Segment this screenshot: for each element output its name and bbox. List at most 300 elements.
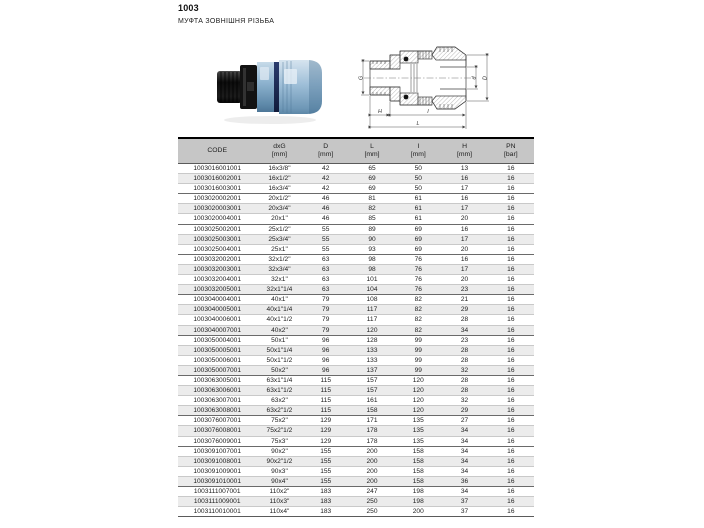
cell-value: 50 [395, 164, 441, 174]
cell-value: 16 [488, 295, 534, 305]
cell-value: 16x1/2" [256, 174, 302, 184]
cell-value: 50 [395, 184, 441, 194]
cell-code: 1003032002001 [178, 254, 256, 264]
cell-value: 129 [303, 436, 349, 446]
column-header-h [441, 138, 487, 164]
cell-code: 1003050006001 [178, 355, 256, 365]
cell-value: 69 [349, 184, 395, 194]
cell-value: 46 [303, 214, 349, 224]
cell-value: 42 [303, 164, 349, 174]
cell-value: 21 [441, 295, 487, 305]
cell-value: 16 [488, 365, 534, 375]
cell-value: 34 [441, 466, 487, 476]
table-row [178, 396, 534, 406]
cell-value: 158 [395, 466, 441, 476]
cell-value: 93 [349, 244, 395, 254]
cell-value: 16 [488, 426, 534, 436]
cell-value: 42 [303, 184, 349, 194]
cell-value: 79 [303, 325, 349, 335]
cell-value: 63x1"1/2 [256, 386, 302, 396]
cell-value: 17 [441, 234, 487, 244]
cell-value: 50x1"1/2 [256, 355, 302, 365]
cell-value: 17 [441, 204, 487, 214]
cell-value: 75x3" [256, 436, 302, 446]
header-row [178, 138, 534, 164]
cell-value: 17 [441, 184, 487, 194]
cell-value: 37 [441, 507, 487, 517]
column-header-d [303, 138, 349, 164]
cell-value: 90x2"1/2 [256, 456, 302, 466]
table-row [178, 375, 534, 385]
cell-value: 96 [303, 355, 349, 365]
cell-value: 40x2" [256, 325, 302, 335]
cell-code: 1003050005001 [178, 345, 256, 355]
cell-value: 20 [441, 244, 487, 254]
cell-value: 120 [395, 375, 441, 385]
cell-value: 20 [441, 275, 487, 285]
table-row [178, 365, 534, 375]
cell-value: 200 [349, 476, 395, 486]
cell-code: 1003025004001 [178, 244, 256, 254]
table-row [178, 507, 534, 517]
technical-drawing [356, 28, 504, 140]
table-row [178, 204, 534, 214]
cell-value: 155 [303, 476, 349, 486]
cell-value: 155 [303, 466, 349, 476]
cell-code: 1003032004001 [178, 275, 256, 285]
cell-value: 63x2" [256, 396, 302, 406]
cell-value: 16 [488, 224, 534, 234]
spec-table-head [178, 138, 534, 164]
cell-value: 32 [441, 396, 487, 406]
cell-value: 63 [303, 285, 349, 295]
cell-code: 1003025002001 [178, 224, 256, 234]
cell-value: 200 [349, 446, 395, 456]
cell-value: 40x1"1/2 [256, 315, 302, 325]
cell-value: 16 [488, 305, 534, 315]
cell-value: 200 [349, 466, 395, 476]
cell-value: 28 [441, 345, 487, 355]
cell-value: 50x2" [256, 365, 302, 375]
cell-value: 46 [303, 204, 349, 214]
cell-value: 183 [303, 507, 349, 517]
cell-value: 16 [488, 476, 534, 486]
cell-value: 16 [488, 396, 534, 406]
cell-value: 34 [441, 325, 487, 335]
table-row [178, 487, 534, 497]
photo-shadow [224, 116, 316, 124]
table-row [178, 355, 534, 365]
cell-value: 16 [488, 214, 534, 224]
cell-code: 1003050007001 [178, 365, 256, 375]
cell-value: 90x4" [256, 476, 302, 486]
cell-value: 34 [441, 487, 487, 497]
cell-value: 75x2" [256, 416, 302, 426]
cell-value: 82 [395, 295, 441, 305]
cell-code: 1003091008001 [178, 456, 256, 466]
navy-band [274, 62, 279, 112]
cell-value: 46 [303, 194, 349, 204]
table-row [178, 244, 534, 254]
cell-value: 129 [303, 416, 349, 426]
cell-value: 63x2"1/2 [256, 406, 302, 416]
cell-value: 16 [488, 285, 534, 295]
cell-value: 120 [395, 386, 441, 396]
cell-value: 117 [349, 315, 395, 325]
cell-value: 75x2"1/2 [256, 426, 302, 436]
product-photo-image [213, 44, 327, 132]
table-row [178, 305, 534, 315]
cell-value: 99 [395, 365, 441, 375]
cell-value: 50x1"1/4 [256, 345, 302, 355]
cell-value: 76 [395, 275, 441, 285]
cell-value: 16 [441, 224, 487, 234]
cell-value: 76 [395, 254, 441, 264]
cell-value: 32x1"1/4 [256, 285, 302, 295]
cell-code: 1003016002001 [178, 174, 256, 184]
cell-value: 85 [349, 214, 395, 224]
cell-value: 25x3/4" [256, 234, 302, 244]
table-row [178, 446, 534, 456]
cell-code: 1003040004001 [178, 295, 256, 305]
column-unit: [bar] [504, 151, 518, 158]
column-label: I [417, 142, 420, 150]
cell-value: 40x1"1/4 [256, 305, 302, 315]
cell-value: 32x1" [256, 275, 302, 285]
cell-value: 108 [349, 295, 395, 305]
cell-value: 137 [349, 365, 395, 375]
cell-value: 76 [395, 285, 441, 295]
cell-value: 40x1" [256, 295, 302, 305]
table-row [178, 497, 534, 507]
cell-value: 115 [303, 396, 349, 406]
page-title: МУФТА ЗОВНІШНЯ РІЗЬБА [178, 18, 275, 25]
cell-value: 16 [488, 406, 534, 416]
cell-value: 158 [349, 406, 395, 416]
cell-value: 98 [349, 254, 395, 264]
cell-value: 25x1/2" [256, 224, 302, 234]
cell-value: 183 [303, 487, 349, 497]
table-row [178, 345, 534, 355]
spec-table-body [178, 164, 534, 517]
table-row [178, 164, 534, 174]
cell-value: 171 [349, 416, 395, 426]
cell-value: 81 [349, 194, 395, 204]
cell-code: 1003032003001 [178, 264, 256, 274]
column-label: dxG [273, 142, 286, 150]
cell-value: 63x1"1/4 [256, 375, 302, 385]
cell-value: 16 [488, 275, 534, 285]
dim-label-D: D [482, 76, 489, 80]
cell-value: 37 [441, 497, 487, 507]
table-row [178, 234, 534, 244]
table-row [178, 406, 534, 416]
cell-value: 96 [303, 365, 349, 375]
cell-value: 16 [488, 375, 534, 385]
cell-value: 16 [488, 184, 534, 194]
column-header-l [349, 138, 395, 164]
column-label: CODE [207, 146, 227, 154]
cell-value: 16 [488, 315, 534, 325]
column-unit: [mm] [318, 151, 334, 158]
cell-value: 101 [349, 275, 395, 285]
cell-value: 69 [395, 244, 441, 254]
cell-value: 155 [303, 446, 349, 456]
table-row [178, 466, 534, 476]
cell-code: 1003040006001 [178, 315, 256, 325]
cell-value: 42 [303, 174, 349, 184]
table-row [178, 224, 534, 234]
dim-label-g: G [358, 75, 365, 81]
cell-value: 200 [349, 456, 395, 466]
cell-value: 110x4" [256, 507, 302, 517]
cell-value: 110x2" [256, 487, 302, 497]
cell-value: 99 [395, 345, 441, 355]
cell-value: 16 [488, 254, 534, 264]
cell-value: 63 [303, 264, 349, 274]
thread-part [217, 71, 242, 103]
cell-value: 157 [349, 386, 395, 396]
cell-code: 1003025003001 [178, 234, 256, 244]
table-row [178, 214, 534, 224]
cell-value: 16 [488, 164, 534, 174]
cell-value: 115 [303, 386, 349, 396]
cell-value: 82 [349, 204, 395, 214]
cell-value: 247 [349, 487, 395, 497]
cell-value: 16 [488, 174, 534, 184]
technical-drawing-image [356, 28, 504, 140]
cell-value: 20x1/2" [256, 194, 302, 204]
cap-part [279, 60, 322, 114]
cell-value: 32 [441, 365, 487, 375]
cell-value: 29 [441, 305, 487, 315]
cell-value: 28 [441, 355, 487, 365]
cell-value: 135 [395, 426, 441, 436]
cell-value: 133 [349, 355, 395, 365]
cell-value: 250 [349, 507, 395, 517]
cell-value: 16 [488, 436, 534, 446]
cell-value: 28 [441, 315, 487, 325]
cell-value: 120 [349, 325, 395, 335]
dim-label-l: L [416, 121, 420, 127]
cell-code: 1003016003001 [178, 184, 256, 194]
cell-value: 128 [349, 335, 395, 345]
table-row [178, 254, 534, 264]
table-row [178, 194, 534, 204]
cell-code: 1003016001001 [178, 164, 256, 174]
table-row [178, 264, 534, 274]
cell-code: 1003040005001 [178, 305, 256, 315]
cell-value: 82 [395, 305, 441, 315]
column-unit: [mm] [410, 151, 426, 158]
cell-value: 90x3" [256, 466, 302, 476]
cell-code: 1003091009001 [178, 466, 256, 476]
cell-code: 1003050004001 [178, 335, 256, 345]
cell-value: 158 [395, 456, 441, 466]
dim-label-d: d [471, 76, 478, 80]
column-unit: [mm] [364, 151, 380, 158]
column-unit: [mm] [456, 151, 473, 158]
cell-value: 16 [488, 194, 534, 204]
cell-value: 61 [395, 214, 441, 224]
table-row [178, 275, 534, 285]
column-label: H [462, 142, 467, 150]
cell-code: 1003032005001 [178, 285, 256, 295]
table-row [178, 325, 534, 335]
cell-value: 115 [303, 375, 349, 385]
cell-value: 96 [303, 345, 349, 355]
column-unit: [mm] [271, 151, 288, 158]
cell-value: 155 [303, 456, 349, 466]
cell-value: 178 [349, 436, 395, 446]
cell-value: 79 [303, 295, 349, 305]
cell-value: 27 [441, 416, 487, 426]
cell-value: 158 [395, 476, 441, 486]
table-row [178, 476, 534, 486]
product-photo [213, 44, 327, 132]
cell-value: 96 [303, 335, 349, 345]
cell-value: 161 [349, 396, 395, 406]
spec-table [178, 137, 534, 517]
cell-value: 34 [441, 426, 487, 436]
cell-value: 28 [441, 386, 487, 396]
cell-value: 20x3/4" [256, 204, 302, 214]
cell-value: 79 [303, 305, 349, 315]
table-row [178, 416, 534, 426]
cell-value: 157 [349, 375, 395, 385]
cell-value: 36 [441, 476, 487, 486]
cell-value: 16 [488, 466, 534, 476]
cell-value: 16 [488, 416, 534, 426]
column-header-code [178, 138, 256, 164]
cell-value: 16 [488, 487, 534, 497]
cell-value: 32x1/2" [256, 254, 302, 264]
cell-value: 16 [441, 174, 487, 184]
cell-value: 16 [488, 355, 534, 365]
cell-value: 20 [441, 214, 487, 224]
cell-value: 183 [303, 497, 349, 507]
cell-value: 50x1" [256, 335, 302, 345]
cell-value: 200 [395, 507, 441, 517]
cell-value: 135 [395, 416, 441, 426]
collar-part [240, 65, 257, 109]
cell-value: 16 [488, 335, 534, 345]
table-row [178, 315, 534, 325]
cell-value: 82 [395, 315, 441, 325]
body-part [257, 62, 274, 112]
cell-value: 55 [303, 234, 349, 244]
cell-code: 1003110010001 [178, 507, 256, 517]
cell-value: 99 [395, 355, 441, 365]
cell-value: 135 [395, 436, 441, 446]
cell-value: 82 [395, 325, 441, 335]
cell-code: 1003020004001 [178, 214, 256, 224]
cell-value: 129 [303, 426, 349, 436]
cell-value: 65 [349, 164, 395, 174]
cell-code: 1003020002001 [178, 194, 256, 204]
table-row [178, 285, 534, 295]
cell-value: 55 [303, 244, 349, 254]
table-row [178, 335, 534, 345]
cell-value: 16 [441, 194, 487, 204]
cell-value: 16 [488, 446, 534, 456]
cell-value: 250 [349, 497, 395, 507]
table-row [178, 174, 534, 184]
cell-value: 16 [488, 507, 534, 517]
dim-label-h: H [378, 109, 382, 115]
cell-value: 55 [303, 224, 349, 234]
column-header-pn [488, 138, 534, 164]
table-row [178, 426, 534, 436]
cell-value: 104 [349, 285, 395, 295]
cell-value: 158 [395, 446, 441, 456]
product-code: 1003 [178, 3, 199, 13]
cell-value: 16 [488, 244, 534, 254]
cell-code: 1003063008001 [178, 406, 256, 416]
cell-value: 20x1" [256, 214, 302, 224]
cell-code: 1003091010001 [178, 476, 256, 486]
cell-value: 16 [488, 345, 534, 355]
cell-code: 1003076009001 [178, 436, 256, 446]
cell-value: 89 [349, 224, 395, 234]
cell-code: 1003040007001 [178, 325, 256, 335]
column-label: D [323, 142, 329, 150]
column-header-dxg [256, 138, 302, 164]
cell-value: 63 [303, 275, 349, 285]
cell-value: 16 [488, 497, 534, 507]
table-row [178, 386, 534, 396]
cell-value: 16 [488, 264, 534, 274]
cell-value: 99 [395, 335, 441, 345]
cell-code: 1003091007001 [178, 446, 256, 456]
table-row [178, 456, 534, 466]
cell-value: 98 [349, 264, 395, 274]
cell-value: 16 [488, 234, 534, 244]
cell-value: 117 [349, 305, 395, 315]
table-row [178, 184, 534, 194]
table-row [178, 295, 534, 305]
cell-value: 120 [395, 406, 441, 416]
column-label: PN [506, 142, 516, 150]
cell-value: 90x2" [256, 446, 302, 456]
cell-code: 1003076007001 [178, 416, 256, 426]
cell-value: 16 [441, 254, 487, 264]
cell-value: 16x3/4" [256, 184, 302, 194]
cell-value: 120 [395, 396, 441, 406]
cell-code: 1003111009001 [178, 497, 256, 507]
cell-value: 198 [395, 487, 441, 497]
cell-value: 178 [349, 426, 395, 436]
cell-value: 34 [441, 446, 487, 456]
cell-value: 23 [441, 335, 487, 345]
cell-value: 61 [395, 194, 441, 204]
cell-code: 1003111007001 [178, 487, 256, 497]
cell-code: 1003020003001 [178, 204, 256, 214]
cell-value: 16x3/8" [256, 164, 302, 174]
cell-value: 16 [488, 386, 534, 396]
cell-value: 115 [303, 406, 349, 416]
cell-code: 1003076008001 [178, 426, 256, 436]
cell-value: 110x3" [256, 497, 302, 507]
column-header-i [395, 138, 441, 164]
cell-value: 34 [441, 456, 487, 466]
cell-value: 17 [441, 264, 487, 274]
cell-code: 1003063005001 [178, 375, 256, 385]
cell-value: 61 [395, 204, 441, 214]
dim-label-i: I [427, 109, 429, 115]
cell-value: 16 [488, 204, 534, 214]
cell-value: 76 [395, 264, 441, 274]
